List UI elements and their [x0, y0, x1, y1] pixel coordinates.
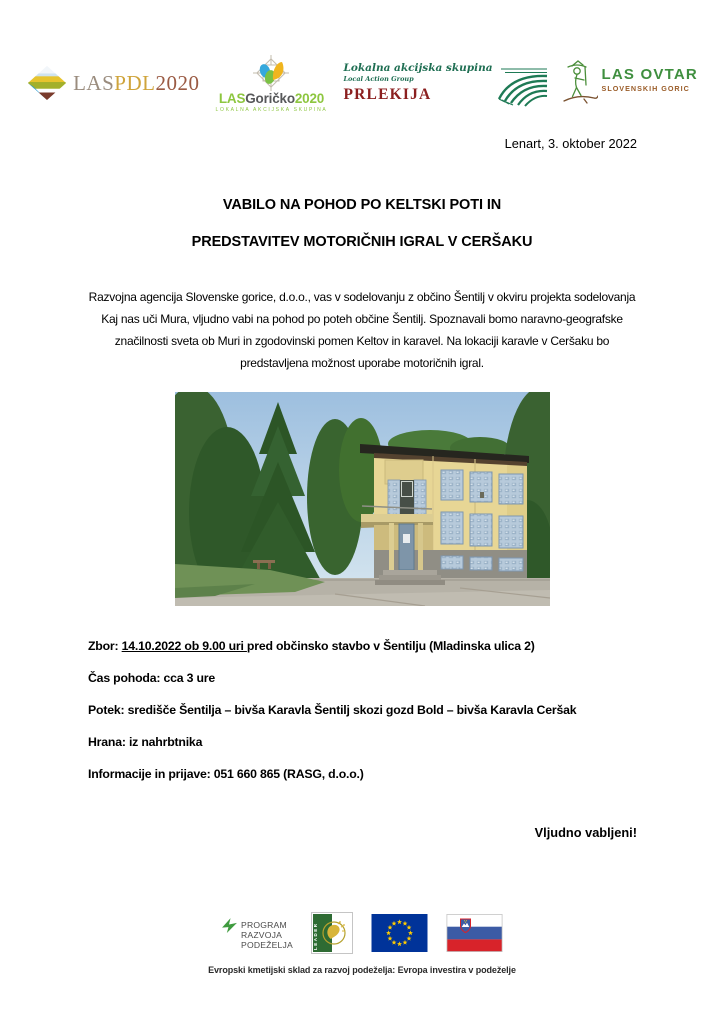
footer-logos-row	[0, 908, 724, 958]
program-line2: RAZVOJA	[241, 929, 283, 940]
detail-potek: Potek: središče Šentilja – bivša Karavla Šentilj skozi gozd Bold – bivša Karavla Ceršak	[88, 703, 577, 717]
goricko-name: Goričko	[245, 90, 295, 106]
laspdl-diamond-icon	[26, 63, 68, 103]
detail-zbor	[88, 639, 637, 654]
prlekija-logo	[343, 59, 548, 107]
leader-logo	[311, 912, 353, 954]
program-razvoja-podezelja-logo	[221, 917, 293, 950]
goricko-las: LAS	[218, 90, 246, 106]
zbor-rest: pred občinsko stavbo v Šentilju (Mladinska ulica 2)	[246, 639, 535, 653]
laspdl-pdl: PDL	[114, 70, 156, 95]
detail-cas: Čas pohoda: cca 3 ure	[88, 671, 216, 685]
program-text	[241, 920, 293, 950]
photo-building	[360, 444, 529, 585]
goricko-subtitle: LOKALNA AKCIJSKA SKUPINA	[215, 106, 328, 113]
laspdl-year: 2020	[155, 70, 200, 95]
ovtar-subtitle: SLOVENSKIH GORIC	[601, 83, 690, 93]
prlekija-tagline-en: Local Action Group	[343, 75, 414, 83]
ovtar-logo	[562, 57, 698, 109]
detail-hrana: Hrana: iz nahrbtnika	[88, 735, 203, 749]
laspdl-logo	[26, 63, 199, 103]
laspdl-las: LAS	[73, 70, 115, 95]
dateline: Lenart, 3. oktober 2022	[504, 136, 637, 151]
event-details	[88, 639, 637, 782]
zbor-label: Zbor:	[88, 639, 122, 653]
goricko-logo-text	[219, 92, 324, 105]
ovtar-figure-icon	[562, 57, 598, 109]
prlekija-waves-icon	[493, 59, 549, 107]
intro-paragraph: Razvojna agencija Slovenske gorice, d.o.o., vas v sodelovanju z občino Šentilj v okviru projekta sodelovanja Kaj nas uči Mura, vljudno vabi na pohod po poteh občine Šentilj. Spoznavali bomo naravno-geografske značilnosti sveta ob Muri in zgodovinski pomen Keltov in karavel. Na lokaciji karavle v Ceršaku bo predstavljena možnost uporabe motoričnih igral.	[88, 290, 636, 370]
footer-caption: Evropski kmetijski sklad za razvoj podeželja: Evropa investira v podeželje	[208, 965, 516, 975]
eu-flag	[371, 914, 428, 952]
closing-text: Vljudno vabljeni!	[534, 825, 637, 840]
swallow-icon	[221, 917, 238, 934]
partner-logos-row	[0, 0, 724, 118]
ovtar-name: LAS OVTAR	[601, 65, 698, 83]
laspdl-logo-text	[73, 71, 199, 96]
detail-info: Informacije in prijave: 051 660 865 (RASG, d.o.o.)	[88, 767, 364, 781]
zbor-datetime: 14.10.2022 ob 9.00 uri	[121, 639, 247, 653]
prlekija-tagline-sl: Lokalna akcijska skupina	[343, 62, 493, 74]
program-line3: PODEŽELJA	[241, 939, 293, 950]
prlekija-name: PRLEKIJA	[343, 86, 432, 103]
leader-label: LEADER	[312, 922, 318, 950]
goricko-star-icon	[252, 54, 290, 92]
slovenia-flag	[446, 914, 503, 952]
program-line1: PROGRAM	[241, 919, 287, 930]
footer	[0, 908, 724, 975]
event-photo	[175, 392, 550, 606]
goricko-logo	[212, 54, 330, 113]
document-title-line2: PREDSTAVITEV MOTORIČNIH IGRAL V CERŠAKU	[191, 234, 533, 250]
slovenia-coat-of-arms	[460, 919, 470, 933]
goricko-year: 2020	[294, 90, 325, 106]
document-title-line1: VABILO NA POHOD PO KELTSKI POTI IN	[222, 197, 502, 213]
